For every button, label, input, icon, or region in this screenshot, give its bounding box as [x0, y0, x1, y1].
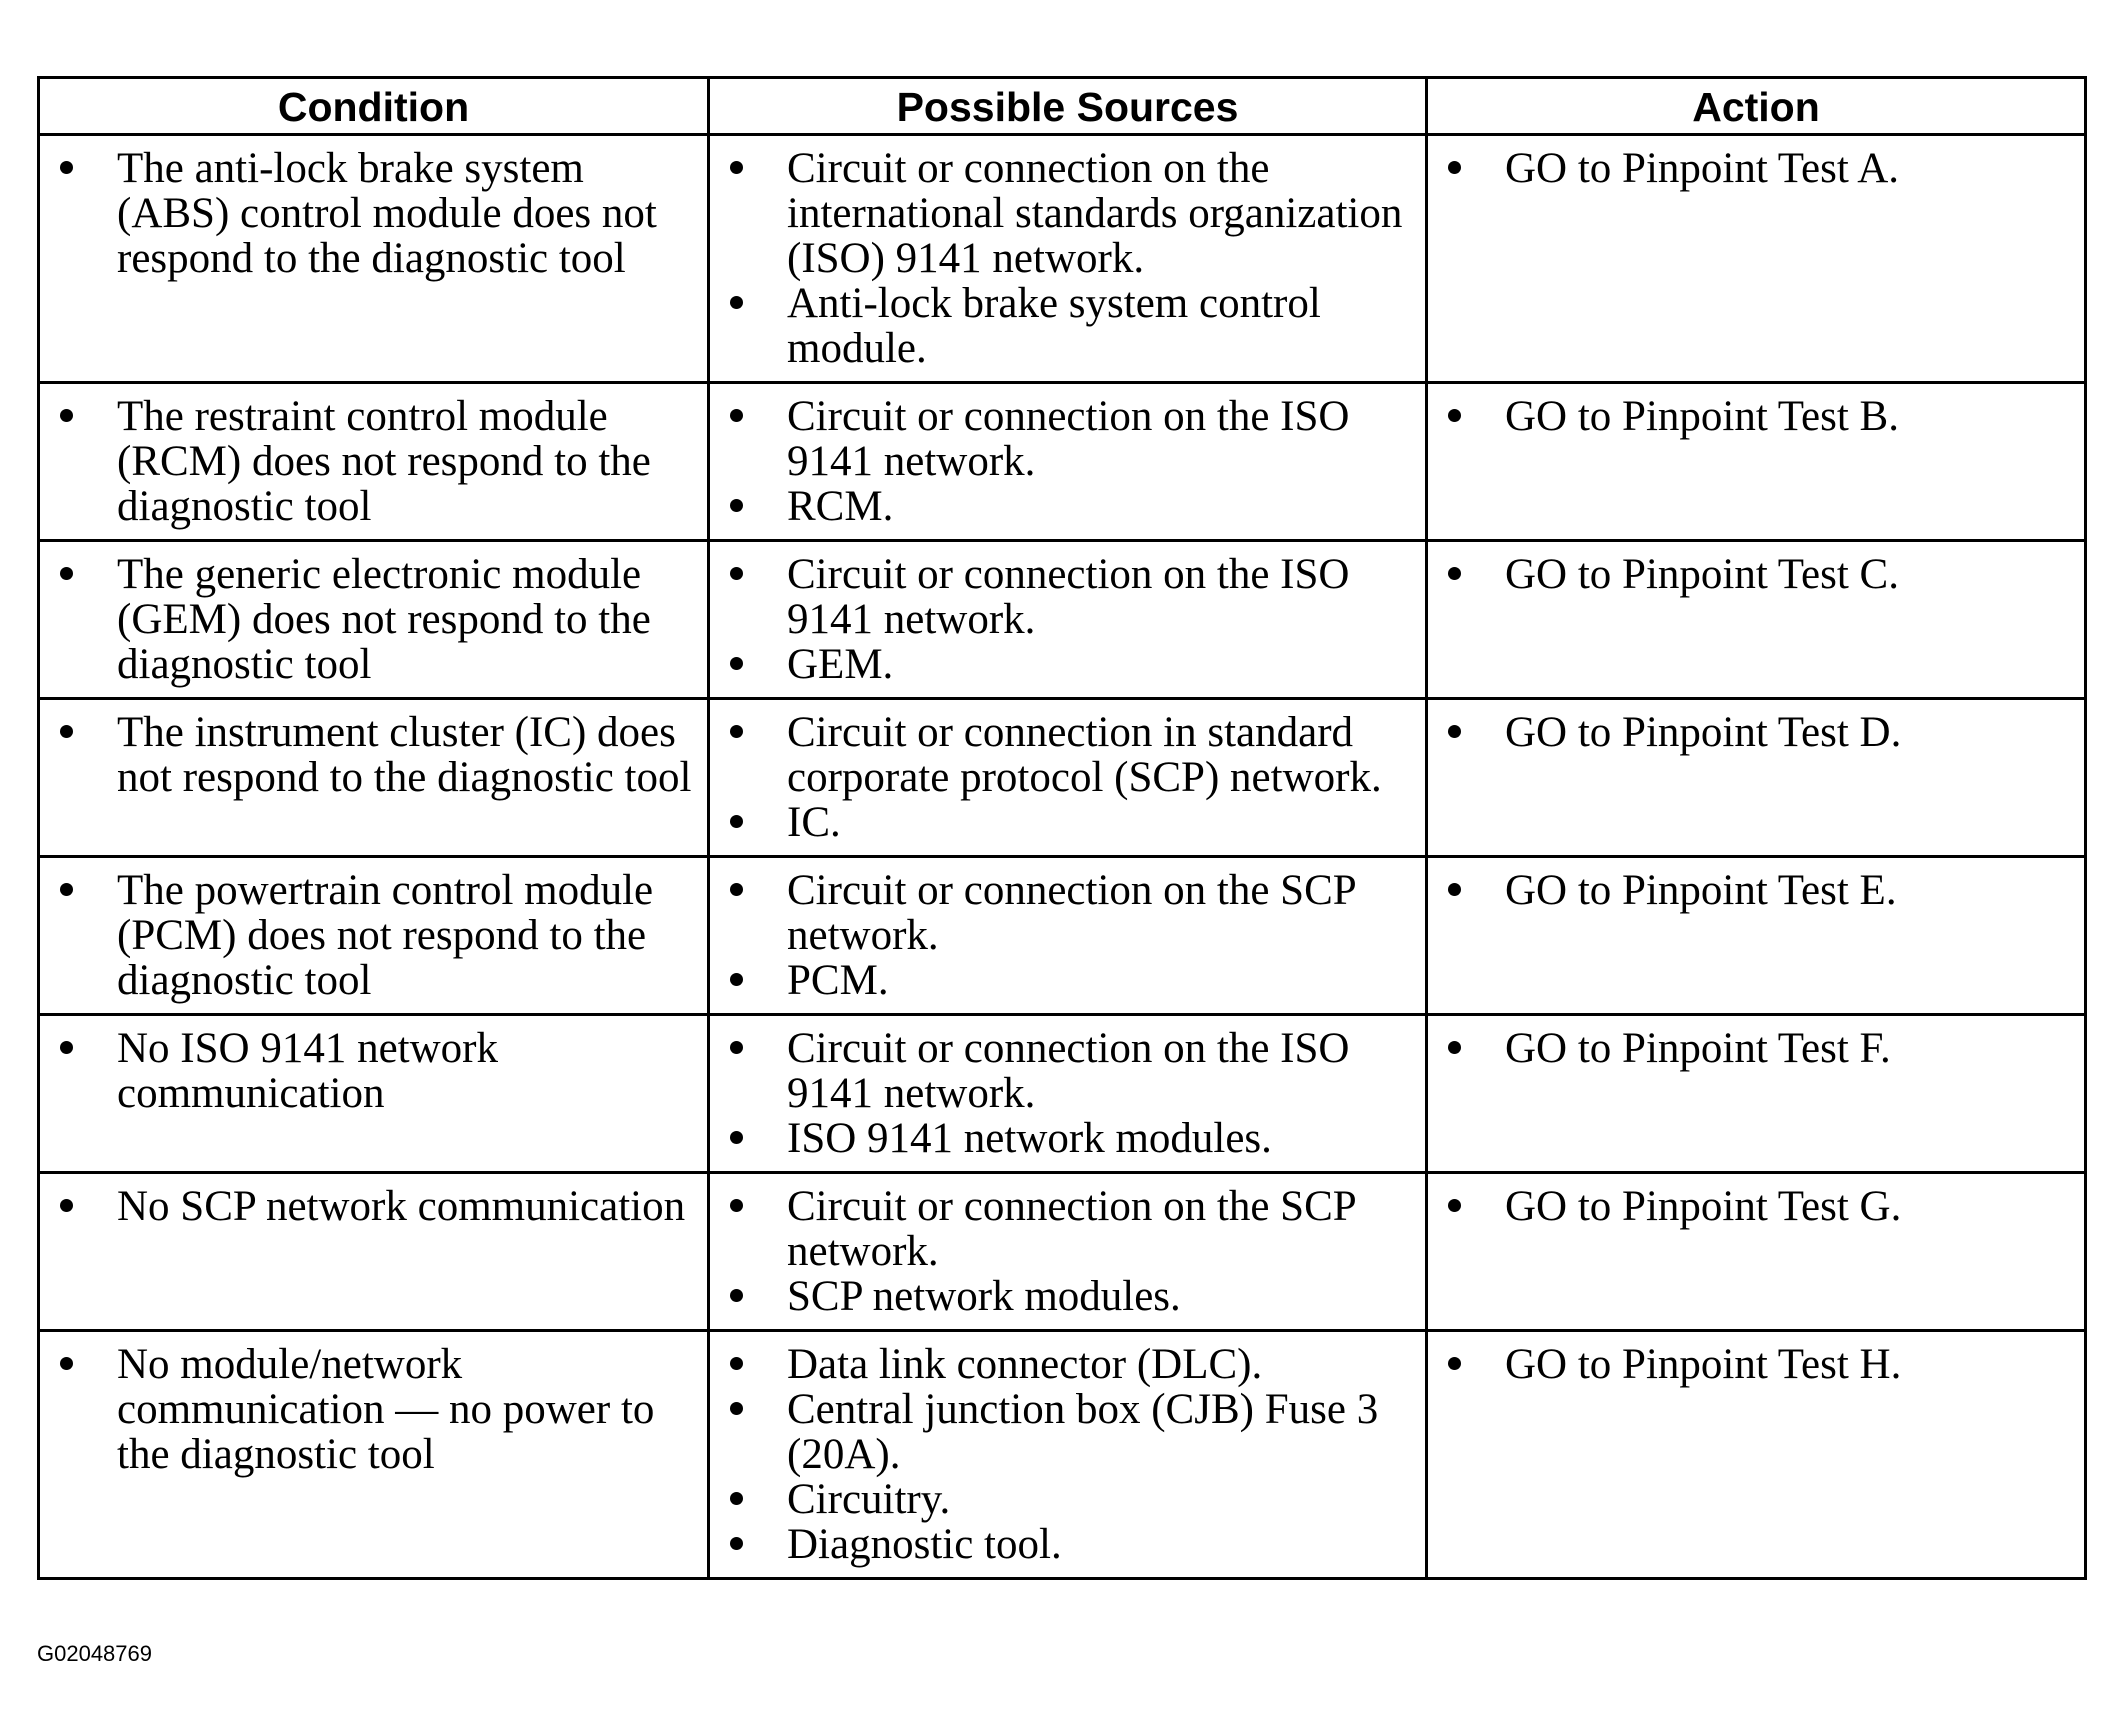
- column-header-condition: Condition: [39, 78, 709, 135]
- condition-cell: [39, 1331, 709, 1579]
- possible-sources-cell: [709, 383, 1427, 541]
- action-cell: [1427, 699, 2086, 857]
- action-item: GO to Pinpoint Test A.: [1428, 146, 2076, 191]
- action-item: GO to Pinpoint Test B.: [1428, 394, 2076, 439]
- bullet-list: [1428, 868, 2076, 913]
- source-item: Circuit or connection on the international standards organization (ISO) 9141 network.: [710, 146, 1417, 281]
- bullet-list: [40, 394, 699, 529]
- source-item: Circuit or connection in standard corporate protocol (SCP) network.: [710, 710, 1417, 800]
- source-item: SCP network modules.: [710, 1274, 1417, 1319]
- condition-cell: [39, 699, 709, 857]
- bullet-list: [1428, 146, 2076, 191]
- source-item: Anti-lock brake system control module.: [710, 281, 1417, 371]
- bullet-list: [710, 146, 1417, 371]
- action-cell: [1427, 1173, 2086, 1331]
- condition-item: The anti-lock brake system (ABS) control module does not respond to the diagnostic tool: [40, 146, 699, 281]
- source-item: Circuit or connection on the SCP network.: [710, 1184, 1417, 1274]
- action-cell: [1427, 857, 2086, 1015]
- bullet-list: [40, 146, 699, 281]
- action-cell: [1427, 541, 2086, 699]
- bullet-list: [40, 552, 699, 687]
- source-item: Circuit or connection on the ISO 9141 network.: [710, 394, 1417, 484]
- table-row: [39, 1331, 2086, 1579]
- condition-item: No ISO 9141 network communication: [40, 1026, 699, 1116]
- source-item: Central junction box (CJB) Fuse 3 (20A).: [710, 1387, 1417, 1477]
- header-row: [39, 78, 2086, 135]
- bullet-list: [710, 710, 1417, 845]
- action-item: GO to Pinpoint Test E.: [1428, 868, 2076, 913]
- source-item: RCM.: [710, 484, 1417, 529]
- source-item: GEM.: [710, 642, 1417, 687]
- possible-sources-cell: [709, 1331, 1427, 1579]
- condition-cell: [39, 541, 709, 699]
- action-item: GO to Pinpoint Test F.: [1428, 1026, 2076, 1071]
- bullet-list: [1428, 1184, 2076, 1229]
- bullet-list: [40, 1342, 699, 1477]
- bullet-list: [1428, 1026, 2076, 1071]
- condition-item: The powertrain control module (PCM) does not respond to the diagnostic tool: [40, 868, 699, 1003]
- source-item: Diagnostic tool.: [710, 1522, 1417, 1567]
- table-row: [39, 857, 2086, 1015]
- bullet-list: [40, 1184, 699, 1229]
- bullet-list: [1428, 1342, 2076, 1387]
- bullet-list: [710, 1184, 1417, 1319]
- action-cell: [1427, 383, 2086, 541]
- bullet-list: [40, 1026, 699, 1116]
- symptom-table: [37, 76, 2087, 1580]
- condition-cell: [39, 383, 709, 541]
- possible-sources-cell: [709, 541, 1427, 699]
- bullet-list: [1428, 710, 2076, 755]
- bullet-list: [710, 868, 1417, 1003]
- condition-item: The generic electronic module (GEM) does not respond to the diagnostic tool: [40, 552, 699, 687]
- column-header-action: Action: [1427, 78, 2086, 135]
- action-item: GO to Pinpoint Test H.: [1428, 1342, 2076, 1387]
- possible-sources-cell: [709, 135, 1427, 383]
- action-cell: [1427, 1331, 2086, 1579]
- table-row: [39, 541, 2086, 699]
- source-item: Data link connector (DLC).: [710, 1342, 1417, 1387]
- bullet-list: [710, 394, 1417, 529]
- bullet-list: [710, 1026, 1417, 1161]
- source-item: PCM.: [710, 958, 1417, 1003]
- table-row: [39, 699, 2086, 857]
- table-row: [39, 383, 2086, 541]
- possible-sources-cell: [709, 1173, 1427, 1331]
- table-row: [39, 1173, 2086, 1331]
- symptom-chart: [37, 76, 2084, 1580]
- source-item: Circuit or connection on the ISO 9141 network.: [710, 552, 1417, 642]
- possible-sources-cell: [709, 857, 1427, 1015]
- source-item: Circuit or connection on the ISO 9141 network.: [710, 1026, 1417, 1116]
- condition-item: The instrument cluster (IC) does not respond to the diagnostic tool: [40, 710, 699, 800]
- figure-id: G02048769: [37, 1641, 152, 1666]
- action-cell: [1427, 135, 2086, 383]
- bullet-list: [710, 1342, 1417, 1567]
- bullet-list: [40, 868, 699, 1003]
- action-item: GO to Pinpoint Test D.: [1428, 710, 2076, 755]
- source-item: IC.: [710, 800, 1417, 845]
- bullet-list: [1428, 394, 2076, 439]
- source-item: Circuitry.: [710, 1477, 1417, 1522]
- condition-cell: [39, 857, 709, 1015]
- table-row: [39, 135, 2086, 383]
- bullet-list: [1428, 552, 2076, 597]
- table-row: [39, 1015, 2086, 1173]
- condition-item: No SCP network communication: [40, 1184, 699, 1229]
- bullet-list: [710, 552, 1417, 687]
- possible-sources-cell: [709, 699, 1427, 857]
- condition-item: No module/network communication — no power to the diagnostic tool: [40, 1342, 699, 1477]
- action-item: GO to Pinpoint Test C.: [1428, 552, 2076, 597]
- condition-item: The restraint control module (RCM) does not respond to the diagnostic tool: [40, 394, 699, 529]
- source-item: Circuit or connection on the SCP network.: [710, 868, 1417, 958]
- bullet-list: [40, 710, 699, 800]
- source-item: ISO 9141 network modules.: [710, 1116, 1417, 1161]
- condition-cell: [39, 135, 709, 383]
- condition-cell: [39, 1015, 709, 1173]
- action-item: GO to Pinpoint Test G.: [1428, 1184, 2076, 1229]
- action-cell: [1427, 1015, 2086, 1173]
- column-header-possible-sources: Possible Sources: [709, 78, 1427, 135]
- table-body: [39, 135, 2086, 1579]
- possible-sources-cell: [709, 1015, 1427, 1173]
- condition-cell: [39, 1173, 709, 1331]
